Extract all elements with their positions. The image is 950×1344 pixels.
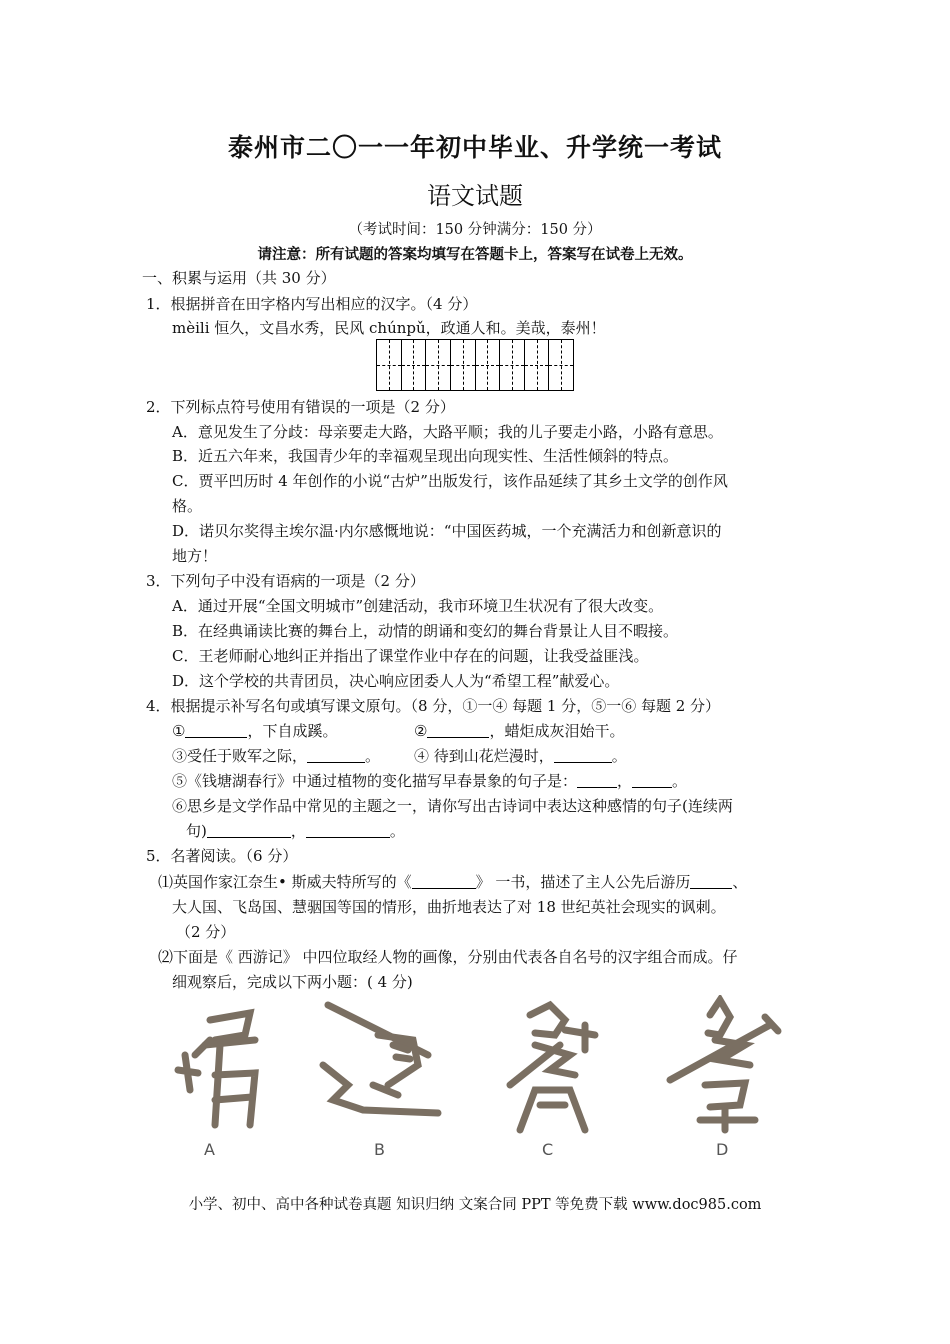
- character-portrait-c: [490, 995, 630, 1135]
- tianzi-grid: [376, 339, 574, 391]
- grid-cell: [476, 340, 501, 390]
- q4-item-4-end: 。: [611, 747, 627, 765]
- q3-stem: 3．下列句子中没有语病的一项是（2 分）: [146, 572, 425, 590]
- q2-option-c: C．贾平凹历时 4 年创作的小说“古炉”出版发行，该作品延续了其乡土文学的创作风: [172, 472, 728, 490]
- q4-item-1-text: ，下自成蹊。: [247, 722, 338, 740]
- figure-tang-seng: [160, 995, 300, 1165]
- answer-blank[interactable]: [207, 821, 291, 838]
- q4-item-6-end: 。: [389, 822, 405, 840]
- exam-time: （考试时间：150 分钟满分：150 分）: [348, 222, 602, 238]
- q2-option-b: B．近五六年来，我国青少年的幸福观呈现出向现实性、生活性倾斜的特点。: [172, 447, 679, 465]
- grid-cell: [377, 340, 402, 390]
- q2-option-d-cont: 地方！: [172, 547, 218, 565]
- q4-item-2: [414, 721, 624, 741]
- figure-label-d: D: [716, 1140, 729, 1159]
- answer-blank[interactable]: [185, 721, 247, 738]
- q4-item-5: [172, 771, 687, 791]
- answer-blank[interactable]: [690, 872, 732, 889]
- answer-blank[interactable]: [554, 746, 612, 763]
- q1-stem: 1．根据拼音在田字格内写出相应的汉字。（4 分）: [146, 295, 478, 313]
- q3-option-d: D．这个学校的共青团员，决心响应团委人人为“希望工程”献爱心。: [172, 672, 620, 690]
- character-portrait-d: [660, 995, 800, 1135]
- q4-item-3-end: 。: [365, 747, 381, 765]
- q4-item-5-text: ⑤《钱塘湖春行》中通过植物的变化描写早春景象的句子是：: [172, 772, 578, 790]
- q4-item-6-text: 句): [186, 822, 207, 840]
- character-portrait-b: [318, 995, 458, 1135]
- page-title: 泰州市二〇一一年初中毕业、升学统一考试: [227, 133, 722, 162]
- grid-cell: [500, 340, 525, 390]
- q4-item-6-sep: ，: [290, 822, 306, 840]
- page-subtitle: 语文试题: [427, 182, 523, 210]
- figure-sha-seng: [660, 995, 800, 1165]
- grid-cell: [402, 340, 427, 390]
- q5-part1-cont: 大人国、飞岛国、慧骃国等国的情形，曲折地表达了对 18 世纪英社会现实的讽刺。: [172, 898, 726, 916]
- answer-blank[interactable]: [306, 821, 390, 838]
- q4-item-4-text: ④ 待到山花烂漫时，: [414, 747, 554, 765]
- q5-part1-end: 、: [732, 873, 748, 891]
- q5-stem: 5．名著阅读。（6 分）: [146, 847, 298, 865]
- q5-part1-score: （2 分）: [176, 923, 236, 941]
- q4-stem: 4．根据提示补写名句或填写课文原句。（8 分，①一④ 每题 1 分，⑤一⑥ 每题 2 分）: [146, 697, 721, 715]
- exam-notice: 请注意：所有试题的答案均填写在答题卡上，答案写在试卷上无效。: [257, 246, 693, 263]
- answer-blank[interactable]: [427, 721, 489, 738]
- figure-label-b: B: [374, 1140, 385, 1159]
- q5-part2-cont: 细观察后，完成以下两小题：( 4 分): [172, 973, 413, 991]
- q2-stem: 2．下列标点符号使用有错误的一项是（2 分）: [146, 398, 455, 416]
- figure-label-a: A: [204, 1140, 215, 1159]
- answer-blank[interactable]: [307, 746, 365, 763]
- q1-sentence: mèili 恒久，文昌水秀，民风 chúnpǔ，政通人和。美哉，泰州！: [172, 319, 606, 337]
- q4-item-2-text: ，蜡炬成灰泪始干。: [489, 722, 625, 740]
- grid-cell: [426, 340, 451, 390]
- section-heading: 一、积累与运用（共 30 分）: [142, 269, 336, 287]
- q4-item-3: [172, 746, 380, 766]
- q4-item-1-num: ①: [172, 722, 186, 740]
- q3-option-c: C．王老师耐心地纠正并指出了课堂作业中存在的问题，让我受益匪浅。: [172, 647, 649, 665]
- q4-item-3-text: ③受任于败军之际，: [172, 747, 308, 765]
- answer-blank[interactable]: [412, 872, 476, 889]
- q3-option-b: B．在经典诵读比赛的舞台上，动情的朗诵和变幻的舞台背景让人目不暇接。: [172, 622, 679, 640]
- answer-blank[interactable]: [577, 771, 617, 788]
- q4-item-5-end: 。: [672, 772, 688, 790]
- q4-item-5-sep: ，: [617, 772, 633, 790]
- figure-zhu-bajie: [490, 995, 630, 1165]
- q5-part1: [158, 872, 747, 892]
- q4-item-2-num: ②: [414, 722, 428, 740]
- q2-option-a: A．意见发生了分歧：母亲要走大路，大路平顺；我的儿子要走小路，小路有意思。: [172, 423, 723, 441]
- figure-label-c: C: [542, 1140, 554, 1159]
- grid-cell: [549, 340, 573, 390]
- grid-cell: [525, 340, 550, 390]
- grid-cell: [451, 340, 476, 390]
- q5-part2: ⑵下面是《 西游记》 中四位取经人物的画像，分别由代表各自名号的汉字组合而成。仔: [158, 948, 738, 966]
- q4-item-4: [414, 746, 627, 766]
- q4-item-6: ⑥思乡是文学作品中常见的主题之一，请你写出古诗词中表达这种感情的句子(连续两: [172, 797, 733, 815]
- q4-item-6-cont: [186, 821, 405, 841]
- q4-item-1: [172, 721, 337, 741]
- q2-option-c-cont: 格。: [172, 497, 203, 515]
- q2-option-d: D．诺贝尔奖得主埃尔温·内尔感慨地说：“中国医药城，一个充满活力和创新意识的: [172, 522, 722, 540]
- figure-sun-wukong: [318, 995, 458, 1165]
- character-portrait-a: [160, 995, 300, 1135]
- q5-part1-text: ⑴英国作家江奈生• 斯威夫特所写的《: [158, 873, 412, 891]
- answer-blank[interactable]: [632, 771, 672, 788]
- q3-option-a: A．通过开展“全国文明城市”创建活动，我市环境卫生状况有了很大改变。: [172, 597, 664, 615]
- q5-part1-mid: 》 一书，描述了主人公先后游历: [475, 873, 691, 891]
- page-footer: 小学、初中、高中各种试卷真题 知识归纳 文案合同 PPT 等免费下载 www.doc985.com: [188, 1197, 762, 1213]
